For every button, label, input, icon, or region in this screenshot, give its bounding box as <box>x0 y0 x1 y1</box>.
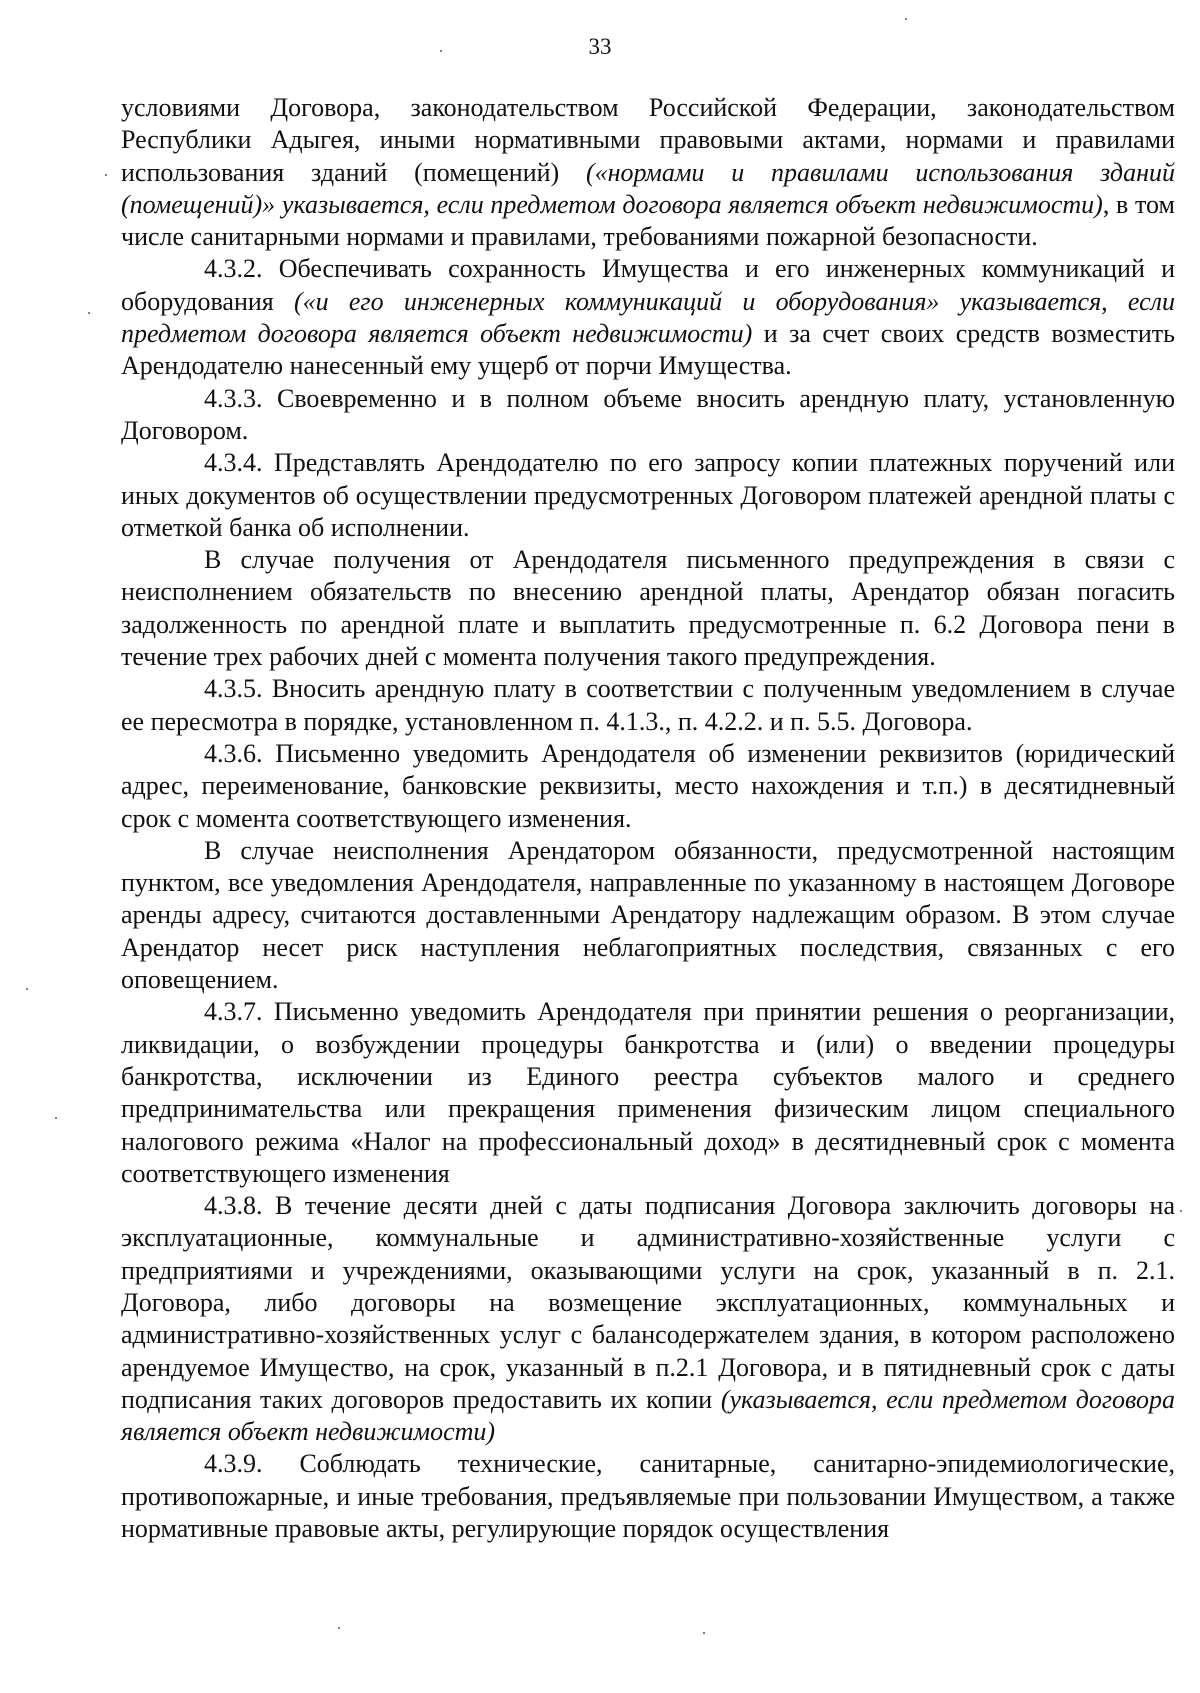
paragraph-p9 <box>121 1190 1175 1448</box>
scan-speck <box>1180 1210 1182 1212</box>
text-segment: В случае получения от Арендодателя письменного предупреждения в связи с неисполнением обязательств по внесению арендной платы, Арендатор обязан погасить задолженность по арендной плате и выплатить предусмотренные п. 6.2 Договора пени в течение трех рабочих дней с момента получения такого предупреждения. <box>121 545 1175 672</box>
paragraph-p0 <box>121 92 1175 253</box>
scan-speck <box>105 174 107 176</box>
italic-note: («и его инженерных коммуникаций и оборудования» указывается, если предметом договора является объект недвижимости) <box>121 286 1175 349</box>
text-segment: В случае неисполнения Арендатором обязанности, предусмотренной настоящим пунктом, все уведомления Арендодателя, направленные по указанному в настоящем Договоре аренды адресу, считаются доставленными Арендатору надлежащим образом. В этом случае Арендатор несет риск наступления неблагоприятных последствия, связанных с его оповещением. <box>121 835 1175 995</box>
text-segment: 4.3.6. Письменно уведомить Арендодателя об изменении реквизитов (юридический адрес, переименование, банковские реквизиты, место нахождения и т.п.) в десятидневный срок с момента соответствующего изменения. <box>121 738 1175 833</box>
scan-speck <box>26 988 28 990</box>
scan-speck <box>338 1627 340 1629</box>
scan-speck <box>703 1632 705 1634</box>
text-segment: 4.3.8. В течение десяти дней с даты подписания Договора заключить договоры на эксплуатационные, коммунальные и административно-хозяйственные услуги с предприятиями и учреждениями, оказывающими услуги на срок, указанный в п. 2.1. Договора, либо договоры на возмещение эксплуатационных, коммунальных и административно-хозяйственных услуг с балансодержателем здания, в котором расположено арендуемое Имущество, на срок, указанный в п.2.1 Договора, и в пятидневный срок с даты подписания таких договоров предоставить их копии <box>121 1191 1175 1414</box>
text-segment: 4.3.9. Соблюдать технические, санитарные, санитарно-эпидемиологические, противопожарные, и иные требования, предъявляемые при пользовании Имуществом, а также нормативные правовые акты, регулирующие порядок осуществления <box>121 1449 1175 1544</box>
text-segment: 4.3.7. Письменно уведомить Арендодателя при принятии решения о реорганизации, ликвидации, о возбуждении процедуры банкротства и (или) о введении процедуры банкротства, исключении из Единого реестра субъектов малого и среднего предпринимательства или прекращения применения физическим лицом специального налогового режима «Налог на профессиональный доход» в десятидневный срок с момента соответствующего изменения <box>121 997 1175 1188</box>
text-segment: и за счет своих средств возместить Арендодателю нанесенный ему ущерб от порчи Имущества. <box>121 319 1176 381</box>
paragraph-p10 <box>121 1448 1175 1545</box>
text-segment: условиями Договора, законодательством Российской Федерации, законодательством Республики Адыгея, иными нормативными правовыми актами, нормами и правилами использования зданий (помещений) <box>121 93 1175 187</box>
scan-speck <box>55 1117 57 1119</box>
scan-speck <box>905 18 907 20</box>
paragraph-p2 <box>121 383 1175 448</box>
page-number: 33 <box>588 34 612 59</box>
text-segment: , в том числе санитарными нормами и правилами, требованиями пожарной безопасности. <box>121 189 1175 252</box>
paragraph-p8 <box>121 996 1175 1190</box>
paragraph-p1 <box>121 253 1175 382</box>
text-segment: 4.3.3. Своевременно и в полном объеме вносить арендную плату, установленную Договором. <box>121 383 1175 445</box>
paragraph-p7 <box>121 835 1175 996</box>
scan-speck <box>440 50 442 52</box>
paragraph-p4 <box>121 544 1175 673</box>
paragraph-p3 <box>121 447 1175 544</box>
text-segment: 4.3.5. Вносить арендную плату в соответствии с полученным уведомлением в случае ее пересмотра в порядке, установленном п. 4.1.3., п. 4.2.2. и п. 5.5. Договора. <box>121 674 1175 736</box>
document-body <box>121 92 1175 1545</box>
paragraph-p5 <box>121 673 1175 738</box>
scan-speck <box>88 312 90 314</box>
text-segment: 4.3.4. Представлять Арендодателю по его запросу копии платежных поручений или иных документов об осуществлении предусмотренных Договором платежей арендной платы с отметкой банка об исполнении. <box>121 448 1175 542</box>
italic-note: («нормами и правилами использования зданий (помещений)» указывается, если предметом договора является объект недвижимости) <box>121 157 1175 219</box>
paragraph-p6 <box>121 738 1175 835</box>
italic-note: (указывается, если предметом договора является объект недвижимости) <box>121 1384 1176 1447</box>
text-segment: 4.3.2. Обеспечивать сохранность Имущества и его инженерных коммуникаций и оборудования <box>121 254 1175 316</box>
